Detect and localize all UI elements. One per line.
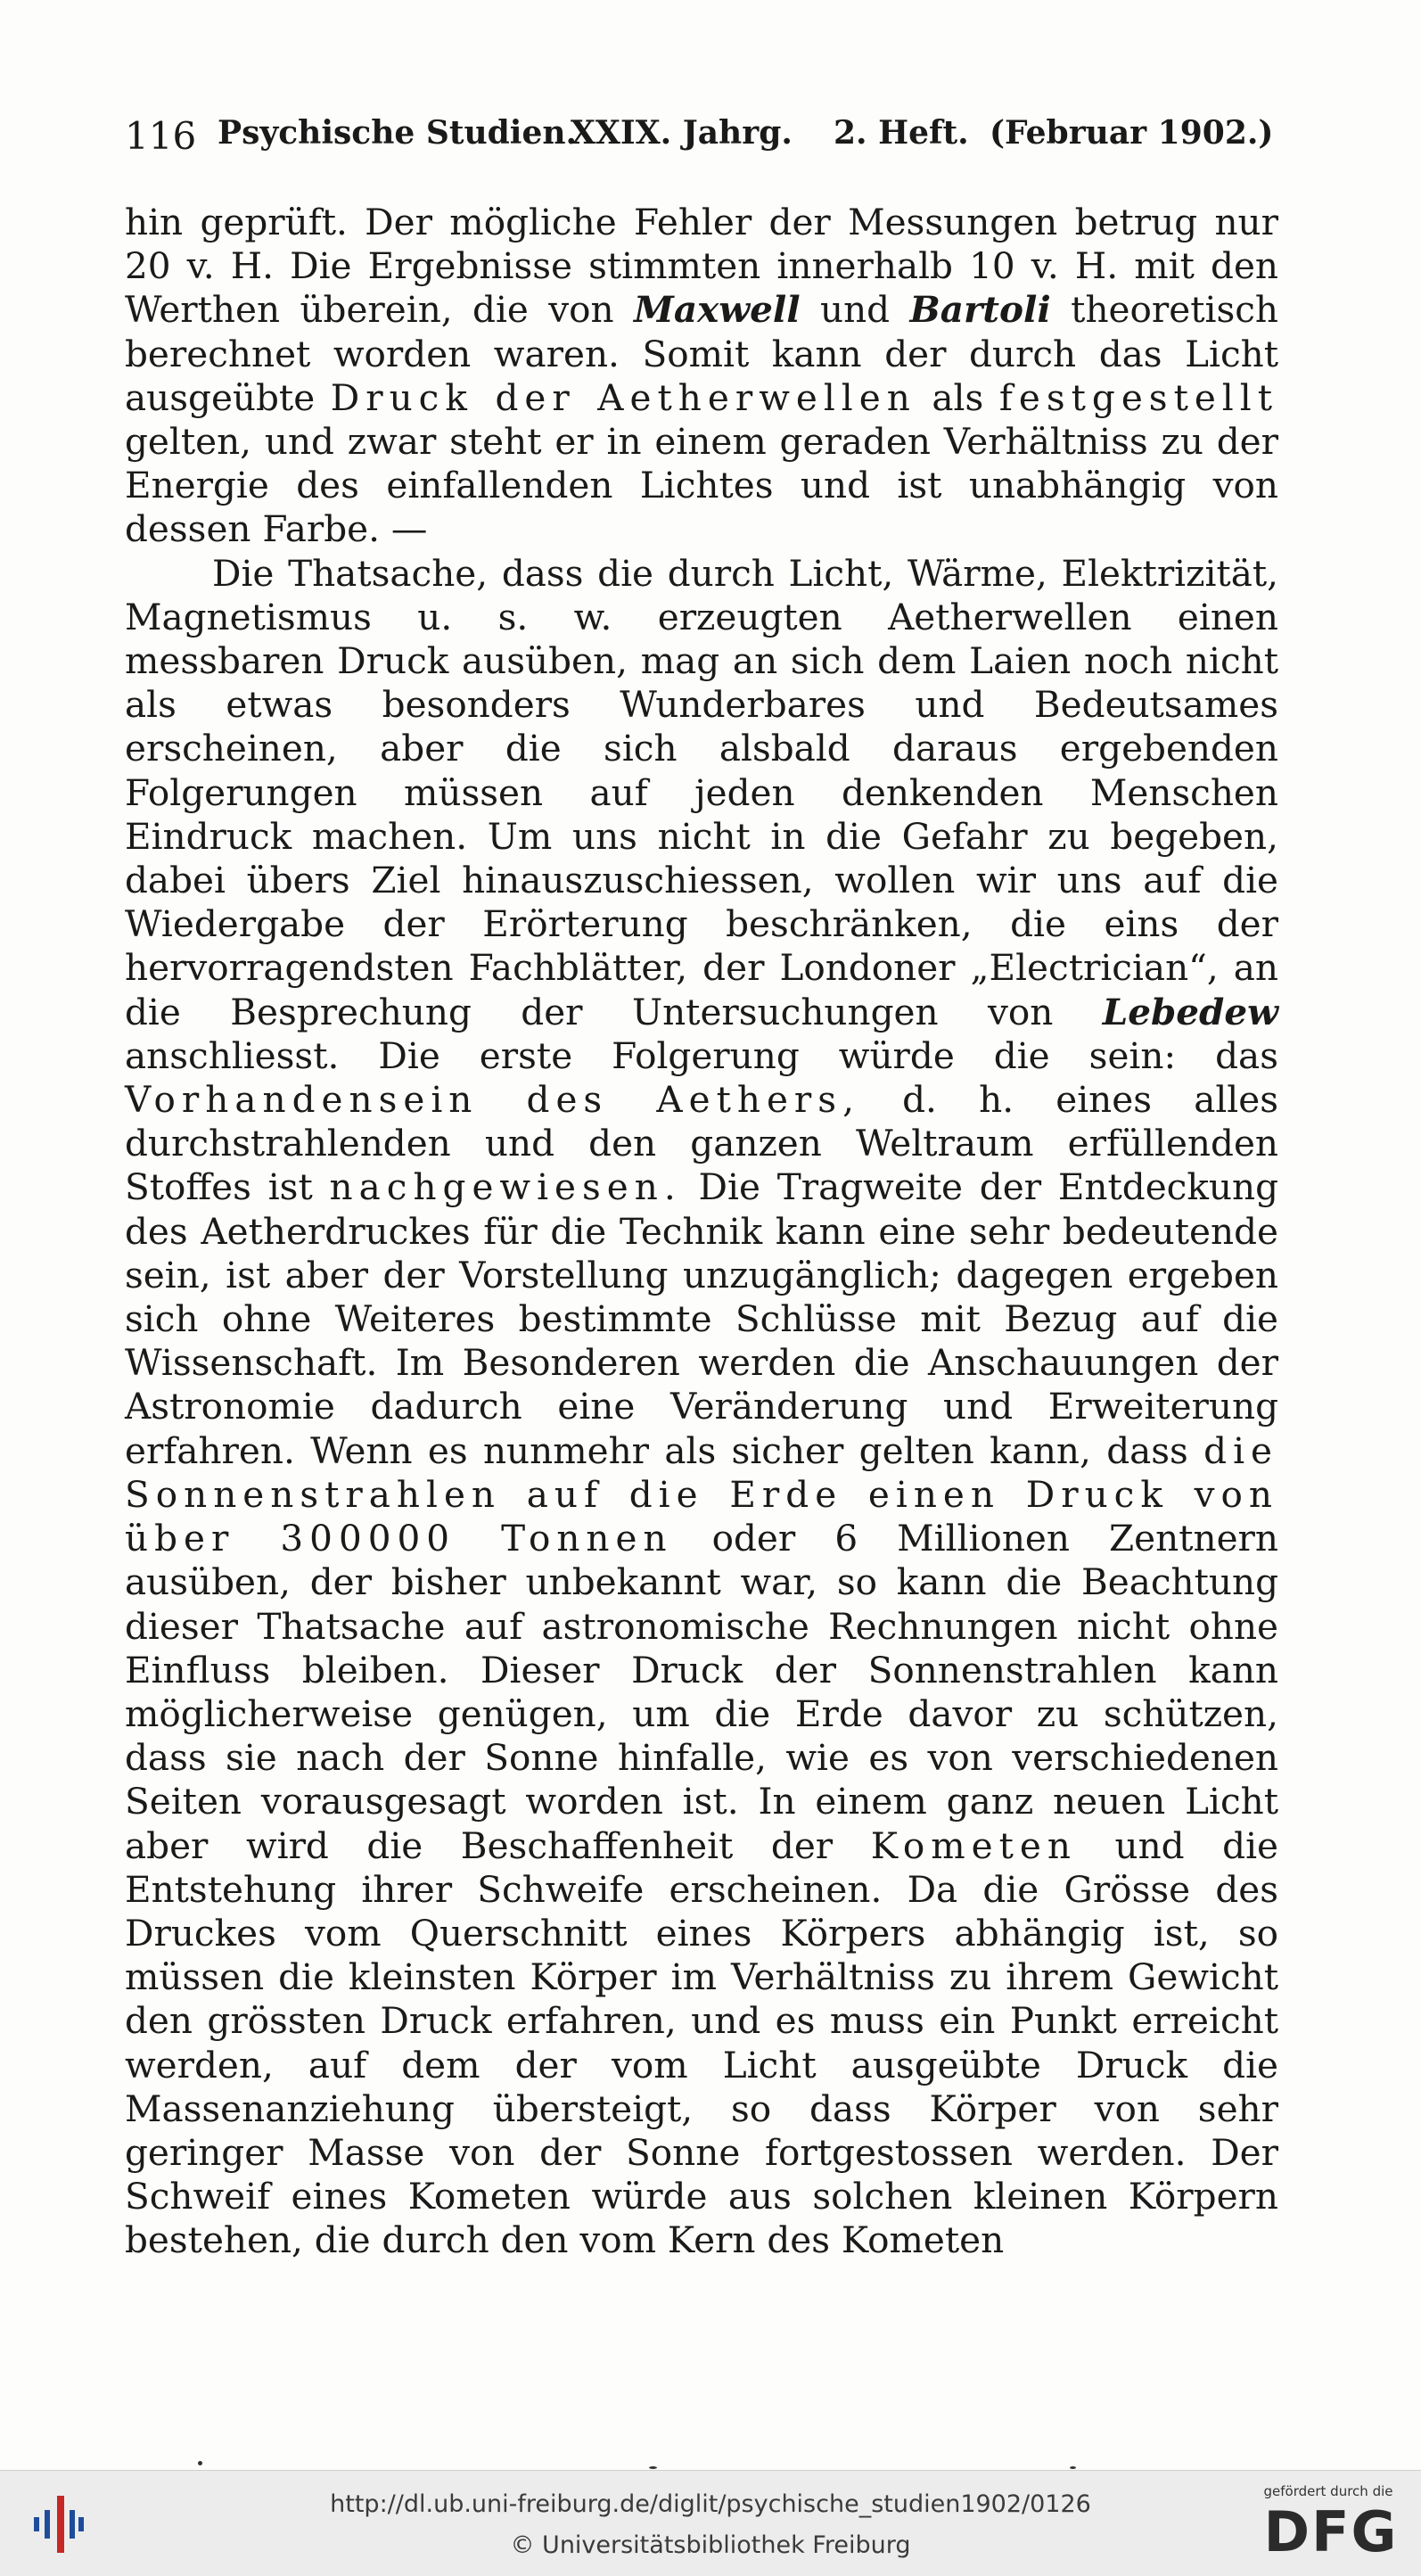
journal-title: Psychische Studien. [218, 114, 578, 152]
emphasis-spaced: nachgewiesen. [329, 1165, 682, 1209]
text-run: d. h. eines alles durchstrahlenden und den ganzen Weltraum erfüllenden Stoffes ist [125, 1078, 1278, 1209]
sponsor-caption: gefördert durch die [1263, 2483, 1393, 2499]
text-run: als [916, 375, 999, 419]
dfg-logo [1253, 2483, 1404, 2569]
paragraph-2 [125, 552, 1278, 2263]
person-name: Bartoli [909, 288, 1051, 332]
scan-specks [0, 2443, 1421, 2470]
copyright-notice: © Universitätsbibliothek Freiburg [510, 2531, 911, 2559]
text-run: und die Entstehung ihrer Schweife erscheinen. Da die Grösse des Druckes vom Querschnitt eines Körpers abhängig ist, so müssen die kleinsten Körper im Verhältniss zu ihrem Gewicht den grössten Druck erfahren, und es muss ein Punkt erreicht werden, auf dem der vom Licht ausgeübte Druck die Massenanziehung übersteigt, so dass Körper von sehr geringer Masse von der Sonne fortgestossen werden. Der Schweif eines Kometen würde aus solchen kleinen Körpern bestehen, die durch den vom Kern des Kometen [125, 1823, 1278, 2262]
dfg-logo-mark: DFG [1263, 2499, 1399, 2564]
emphasis-spaced: Kometen [870, 1823, 1077, 1867]
text-run: anschliesst. Die erste Folgerung würde die sein: das [125, 1033, 1278, 1077]
permalink-url[interactable]: http://dl.ub.uni-freiburg.de/diglit/psychische_studien1902/0126 [330, 2490, 1091, 2518]
text-run: oder 6 Millionen Zentnern ausüben, der bisher unbekannt war, so kann die Beachtung dieser Thatsache auf astronomische Rechnungen nicht ohne Einfluss bleiben. Dieser Druck der Sonnenstrahlen kann möglicherweise genügen, um die Erde davor zu schützen, dass sie nach der Sonne hinfalle, wie es von verschiedenen Seiten vorausgesagt worden ist. In einem ganz neuen Licht aber wird die Beschaffenheit der [125, 1517, 1278, 1867]
text-run: theoretisch berechnet worden waren. Somit kann der durch das Licht ausgeübte [125, 288, 1278, 419]
emphasis-spaced: festgestellt [998, 375, 1278, 419]
viewer-footer [0, 2470, 1421, 2576]
text-run: Die Thatsache, dass die durch Licht, Wärme, Elektrizität, Magnetismus u. s. w. erzeugten Aetherwellen einen messbaren Druck ausüben, mag an sich dem Laien noch nicht als etwas besonders Wunderbares und Bedeutsames erscheinen, aber die sich alsbald daraus ergebenden Folgerungen müssen auf jeden denkenden Menschen Eindruck machen. Um uns nicht in die Gefahr zu begeben, dabei übers Ziel hinauszuschiessen, wollen wir uns auf die Wiedergabe der Erörterung beschränken, die eins der hervorragendsten Fachblätter, der Londoner „Electrician“, an die Besprechung der Untersuchungen von [125, 551, 1278, 1033]
emphasis-spaced: Druck der Aetherwellen [330, 375, 916, 419]
page-number: 116 [125, 114, 197, 158]
scan-speck [1070, 2466, 1076, 2469]
scan-speck [198, 2461, 202, 2465]
text-run: gelten, und zwar steht er in einem geraden Verhältniss zu der Energie des einfallenden Lichtes und ist unabhängig von dessen Farbe. — [125, 420, 1278, 551]
article-body [125, 201, 1278, 2263]
volume-label: XXIX. Jahrg. [571, 114, 793, 152]
emphasis-spaced: die Sonnenstrahlen auf die Erde einen Druck von über 300000 Tonnen [125, 1428, 1278, 1560]
person-name: Maxwell [634, 288, 801, 332]
text-run: Die Tragweite der Entdeckung des Aetherdruckes für die Technik kann eine sehr bedeutende sein, ist aber der Vorstellung unzugänglich; dagegen ergeben sich ohne Weiteres bestimmte Schlüsse mit Bezug auf die Wissenschaft. Im Besonderen werden die Anschauungen der Astronomie dadurch eine Veränderung und Erweiterung erfahren. Wenn es nunmehr als sicher gelten kann, dass [125, 1165, 1278, 1472]
running-header [125, 114, 1284, 168]
scan-speck [649, 2466, 657, 2469]
text-run: und [800, 288, 910, 332]
issue-label: 2. Heft. [834, 114, 969, 152]
person-name: Lebedew [1102, 990, 1278, 1033]
issue-date: (Februar 1902.) [990, 114, 1274, 152]
emphasis-spaced: Vorhandensein des Aethers, [125, 1078, 860, 1122]
paragraph-1 [125, 201, 1278, 552]
text-run: hin geprüft. Der mögliche Fehler der Messungen betrug nur 20 v. H. Die Ergebnisse stimmten innerhalb 10 v. H. mit den Werthen überein, die von [125, 201, 1278, 332]
